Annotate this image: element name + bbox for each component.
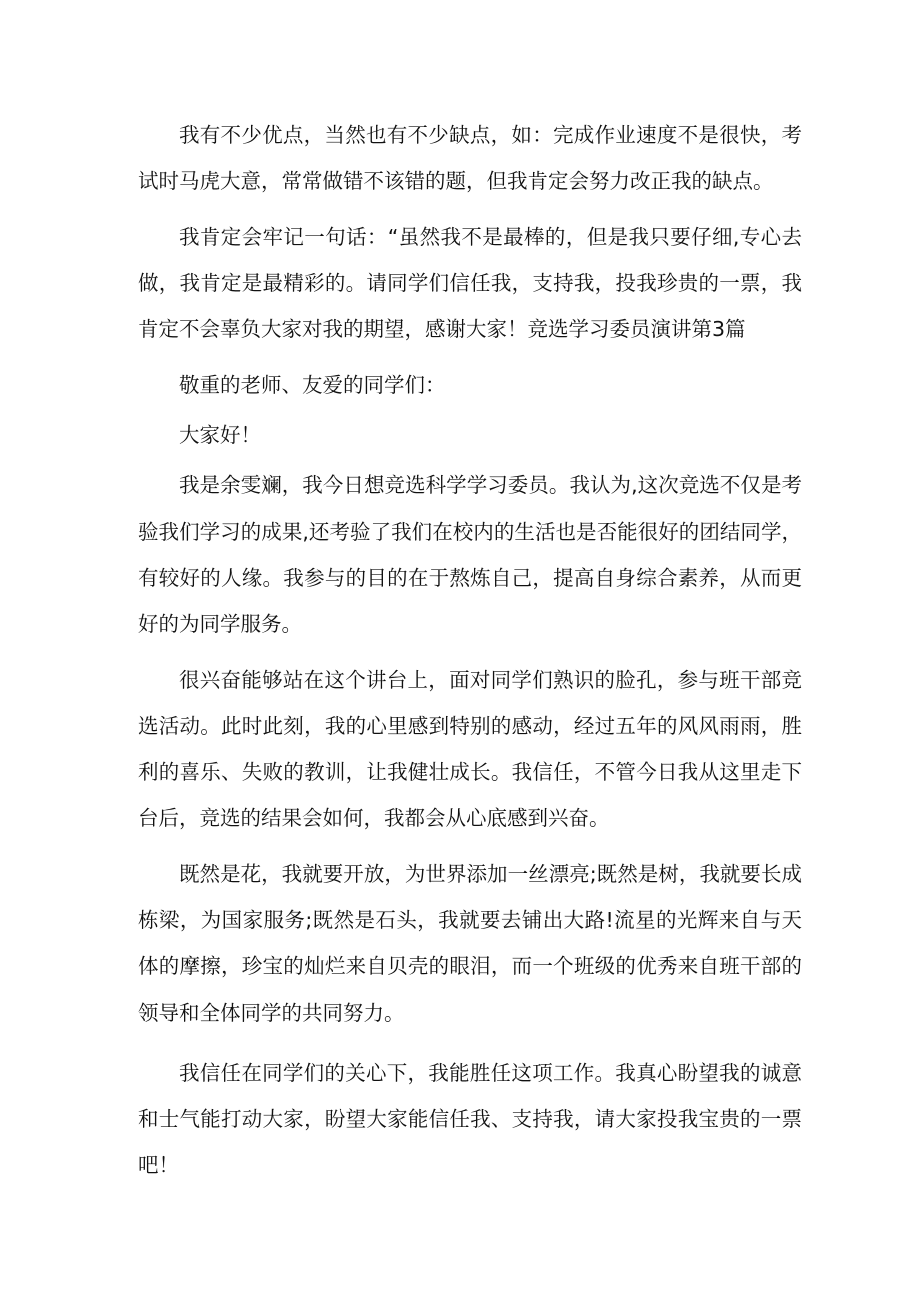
paragraph-metaphor: 既然是花，我就要开放，为世界添加一丝漂亮;既然是树，我就要长成栋梁，为国家服务;既然是石头，我就要去铺出大路!流星的光辉来自与天体的摩擦，珍宝的灿烂来自贝壳的眼泪，而一个班级的优秀来自班干部的领导和全体同学的共同努力。: [138, 862, 802, 1025]
document-body: [138, 112, 802, 1198]
paragraph-shortcomings: 我有不少优点，当然也有不少缺点，如：完成作业速度不是很快，考试时马虎大意，常常做错不该错的题，但我肯定会努力改正我的缺点。: [138, 123, 802, 194]
paragraph-promise: 我肯定会牢记一句话：“虽然我不是最棒的，但是我只要仔细,专心去做，我肯定是最精彩的。请同学们信任我，支持我，投我珍贵的一票，我肯定不会辜负大家对我的期望，感谢大家！竞选学习委员演讲第3篇: [138, 224, 802, 342]
paragraph-closing: 我信任在同学们的关心下，我能胜任这项工作。我真心盼望我的诚意和士气能打动大家，盼望大家能信任我、支持我，请大家投我宝贵的一票吧！: [138, 1060, 802, 1178]
paragraph-excitement: 很兴奋能够站在这个讲台上，面对同学们熟识的脸孔，参与班干部竞选活动。此时此刻，我的心里感到特别的感动，经过五年的风风雨雨，胜利的喜乐、失败的教训，让我健壮成长。我信任，不管今日我从这里走下台后，竞选的结果会如何，我都会从心底感到兴奋。: [138, 667, 802, 831]
paragraph-introduction: 我是余雯斓，我今日想竞选科学学习委员。我认为,这次竞选不仅是考验我们学习的成果,还考验了我们在校内的生活也是否能很好的团结同学，有较好的人缘。我参与的目的在于熬炼自己，提高自身综合素养，从而更好的为同学服务。: [138, 473, 802, 637]
paragraph-greeting: 大家好！: [179, 423, 261, 448]
paragraph-salutation: 敬重的老师、友爱的同学们：: [179, 373, 446, 398]
